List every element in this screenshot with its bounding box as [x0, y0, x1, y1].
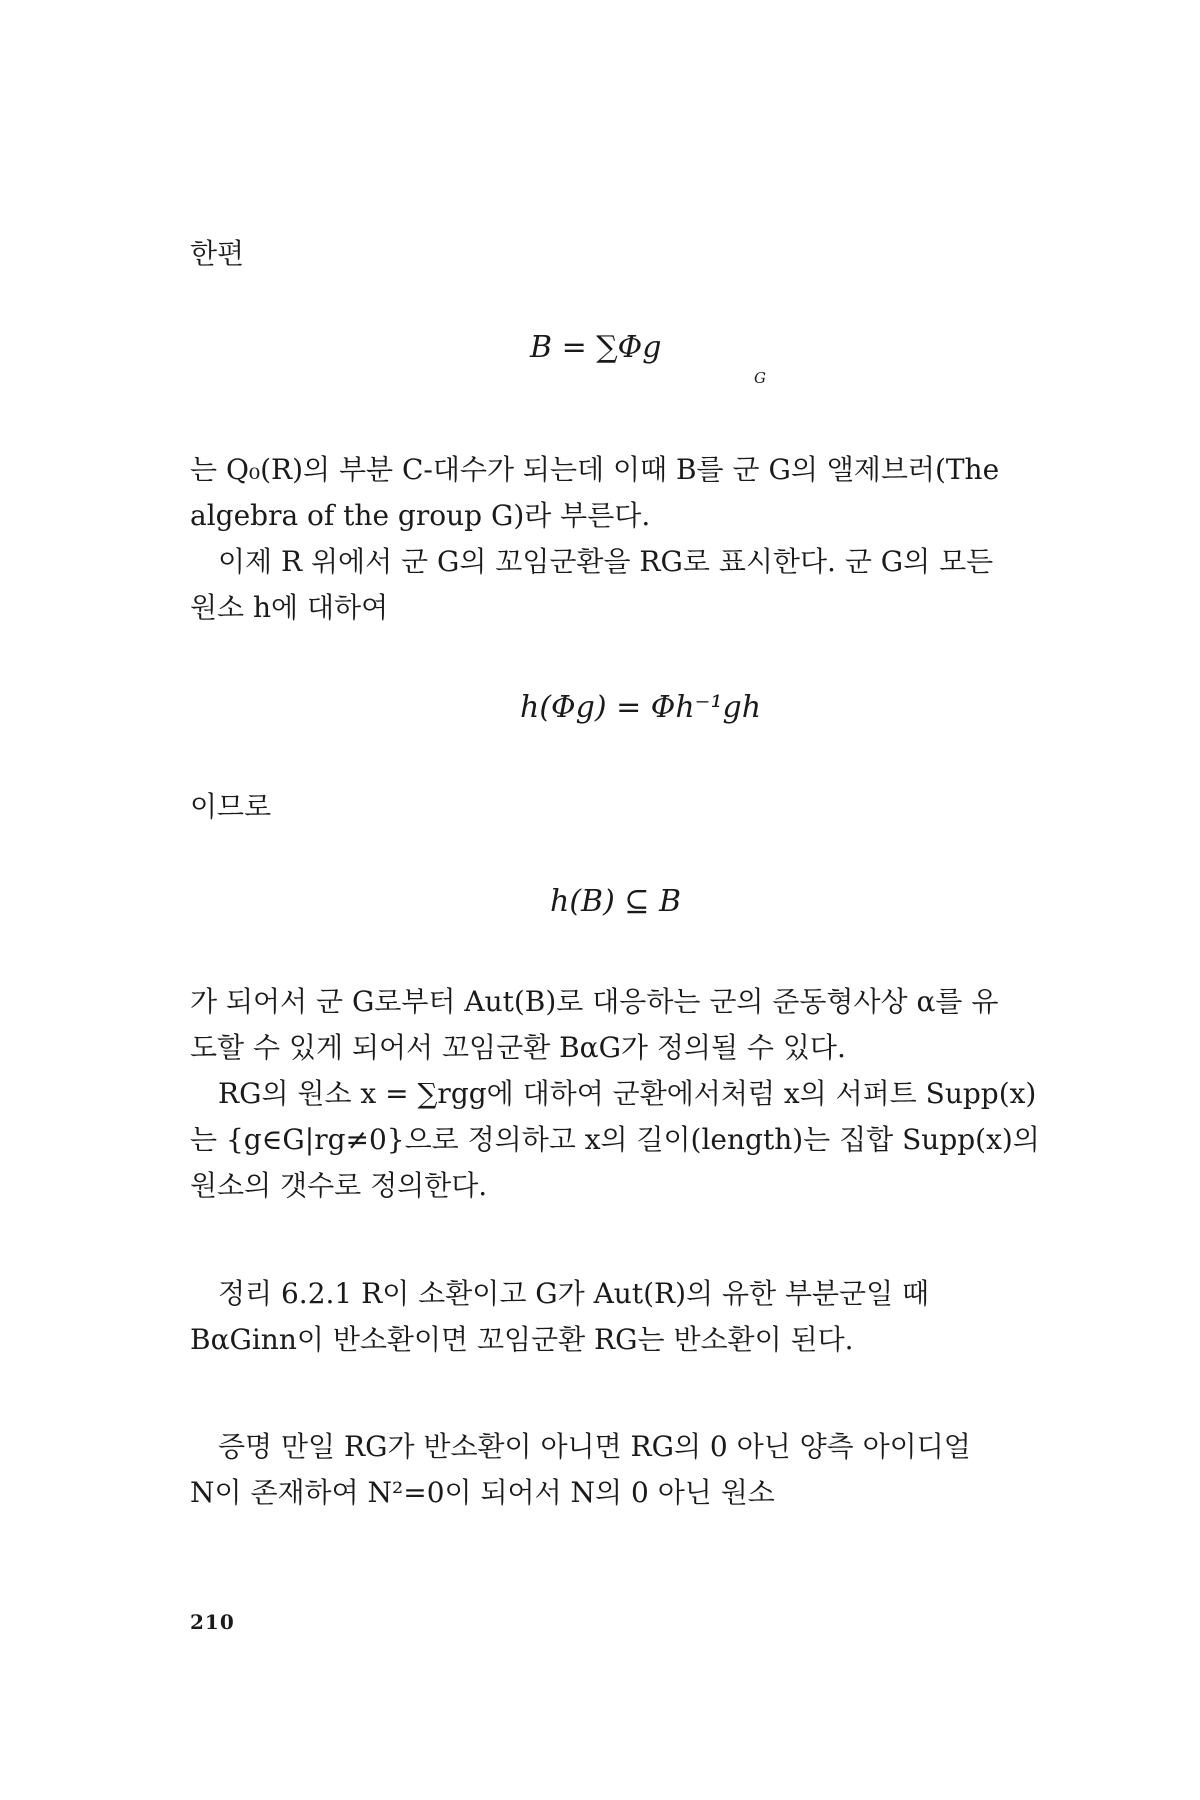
text-line-3: algebra of the group G)라 부른다.: [190, 499, 651, 532]
text-line-9: RG의 원소 x = ∑rgg에 대하여 군환에서처럼 x의 서퍼트 Supp(x): [218, 1077, 1037, 1110]
equation-h-b-subset: h(B) ⊆ B: [550, 884, 682, 919]
text-line-2: 는 Q₀(R)의 부분 C-대수가 되는데 이때 B를 군 G의 앨제브러(The: [190, 453, 1000, 486]
text-line-10: 는 {g∈G|rg≠0}으로 정의하고 x의 길이(length)는 집합 Supp(x)의: [190, 1123, 1040, 1156]
proof-line-1: 증명 만일 RG가 반소환이 아니면 RG의 0 아닌 양측 아이디얼: [218, 1430, 971, 1463]
theorem-line-2: BαGinn이 반소환이면 꼬임군환 RG는 반소환이 된다.: [190, 1323, 854, 1356]
theorem-line-1: 정리 6.2.1 R이 소환이고 G가 Aut(R)의 유한 부분군일 때: [218, 1277, 930, 1310]
text-line-11: 원소의 갯수로 정의한다.: [190, 1169, 488, 1202]
text-line-8: 도할 수 있게 되어서 꼬임군환 BαG가 정의될 수 있다.: [190, 1031, 846, 1064]
text-line-4: 이제 R 위에서 군 G의 꼬임군환을 RG로 표시한다. 군 G의 모든: [218, 545, 994, 578]
text-line-5: 원소 h에 대하여: [190, 591, 389, 624]
page: [190, 0, 1050, 1800]
text-line-6: 이므로: [190, 790, 272, 823]
equation-sum-subscript: G: [754, 369, 766, 387]
text-line-7: 가 되어서 군 G로부터 Aut(B)로 대응하는 군의 준동형사상 α를 유: [190, 985, 999, 1018]
page-number: 210: [190, 1610, 235, 1634]
proof-line-2: N이 존재하여 N²=0이 되어서 N의 0 아닌 원소: [190, 1476, 775, 1509]
equation-sum-phi: B = ∑Φg: [530, 330, 662, 365]
equation-h-phi: h(Φg) = Φh⁻¹gh: [520, 690, 762, 725]
text-line-1: 한편: [190, 237, 245, 270]
